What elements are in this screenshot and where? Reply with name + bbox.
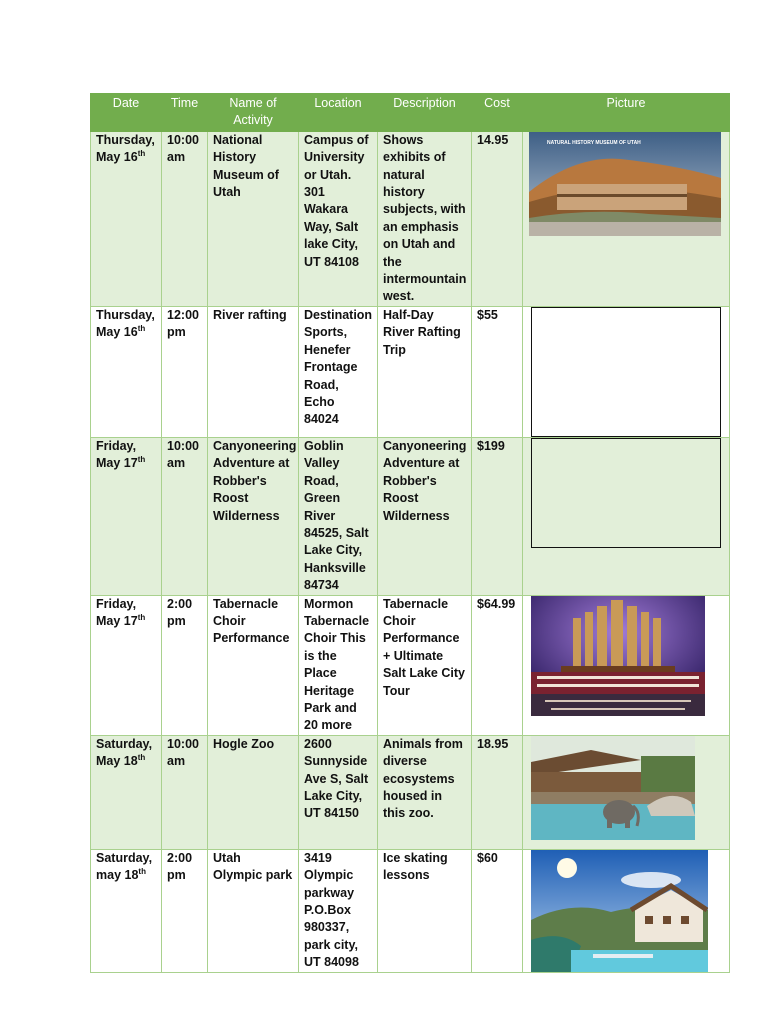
olympic-park-photo [531, 850, 708, 972]
picture-cell [523, 131, 730, 306]
description-cell: Ice skating lessons [378, 849, 472, 972]
header-row [91, 94, 730, 132]
activity-name-cell: Hogle Zoo [208, 735, 299, 849]
museum-photo [529, 132, 721, 236]
table-row [91, 437, 730, 595]
description-cell: Tabernacle Choir Performance + Ultimate Salt Lake City Tour [378, 595, 472, 735]
picture-cell [523, 595, 730, 735]
picture-cell [523, 849, 730, 972]
cost-cell: $64.99 [472, 595, 523, 735]
zoo-elephant-photo [531, 736, 695, 840]
description-cell: Shows exhibits of natural history subjects, with an emphasis on Utah and the intermountain west. [378, 131, 472, 306]
time-cell: 10:00 am [162, 437, 208, 595]
header-description: Description [378, 94, 472, 132]
location-cell: Goblin Valley Road, Green River 84525, Salt Lake City, Hanksville 84734 [299, 437, 378, 595]
picture-cell [523, 306, 730, 437]
date-cell: Thursday, May 16th [91, 131, 162, 306]
cost-cell: $55 [472, 306, 523, 437]
activity-name-cell: Canyoneering Adventure at Robber's Roost Wilderness [208, 437, 299, 595]
date-cell: Thursday, May 16th [91, 306, 162, 437]
picture-cell [523, 735, 730, 849]
date-cell: Friday, May 17th [91, 437, 162, 595]
location-cell: Campus of University or Utah. 301 Wakara Way, Salt lake City, UT 84108 [299, 131, 378, 306]
time-cell: 10:00 am [162, 735, 208, 849]
description-cell: Animals from diverse ecosystems housed in this zoo. [378, 735, 472, 849]
time-cell: 10:00 am [162, 131, 208, 306]
description-cell: Canyoneering Adventure at Robber's Roost Wilderness [378, 437, 472, 595]
activity-schedule-table [90, 93, 730, 973]
date-cell: Friday, May 17th [91, 595, 162, 735]
cost-cell: $199 [472, 437, 523, 595]
activity-name-cell: Utah Olympic park [208, 849, 299, 972]
location-cell: Mormon Tabernacle Choir This is the Place Heritage Park and 20 more [299, 595, 378, 735]
header-time: Time [162, 94, 208, 132]
header-name-of-activity: Name of Activity [208, 94, 299, 132]
activity-name-cell: National History Museum of Utah [208, 131, 299, 306]
time-cell: 12:00 pm [162, 306, 208, 437]
picture-cell [523, 437, 730, 595]
time-cell: 2:00 pm [162, 595, 208, 735]
header-picture: Picture [523, 94, 730, 132]
table-row [91, 306, 730, 437]
header-cost: Cost [472, 94, 523, 132]
location-cell: 2600 Sunnyside Ave S, Salt Lake City, UT 84150 [299, 735, 378, 849]
location-cell: Destination Sports, Henefer Frontage Road, Echo 84024 [299, 306, 378, 437]
time-cell: 2:00 pm [162, 849, 208, 972]
table-row [91, 131, 730, 306]
cost-cell: $60 [472, 849, 523, 972]
empty-image-frame [531, 438, 721, 548]
table-row [91, 735, 730, 849]
description-cell: Half-Day River Rafting Trip [378, 306, 472, 437]
empty-image-frame [531, 307, 721, 437]
cost-cell: 18.95 [472, 735, 523, 849]
choir-organ-photo [531, 596, 705, 716]
location-cell: 3419 Olympic parkway P.O.Box 980337, park city, UT 84098 [299, 849, 378, 972]
svg-text:NATURAL HISTORY MUSEUM OF UTAH: NATURAL HISTORY MUSEUM OF UTAH [547, 139, 641, 146]
table-row [91, 595, 730, 735]
activity-name-cell: Tabernacle Choir Performance [208, 595, 299, 735]
date-cell: Saturday, May 18th [91, 735, 162, 849]
table-row [91, 849, 730, 972]
header-date: Date [91, 94, 162, 132]
header-location: Location [299, 94, 378, 132]
cost-cell: 14.95 [472, 131, 523, 306]
date-cell: Saturday, may 18th [91, 849, 162, 972]
activity-name-cell: River rafting [208, 306, 299, 437]
